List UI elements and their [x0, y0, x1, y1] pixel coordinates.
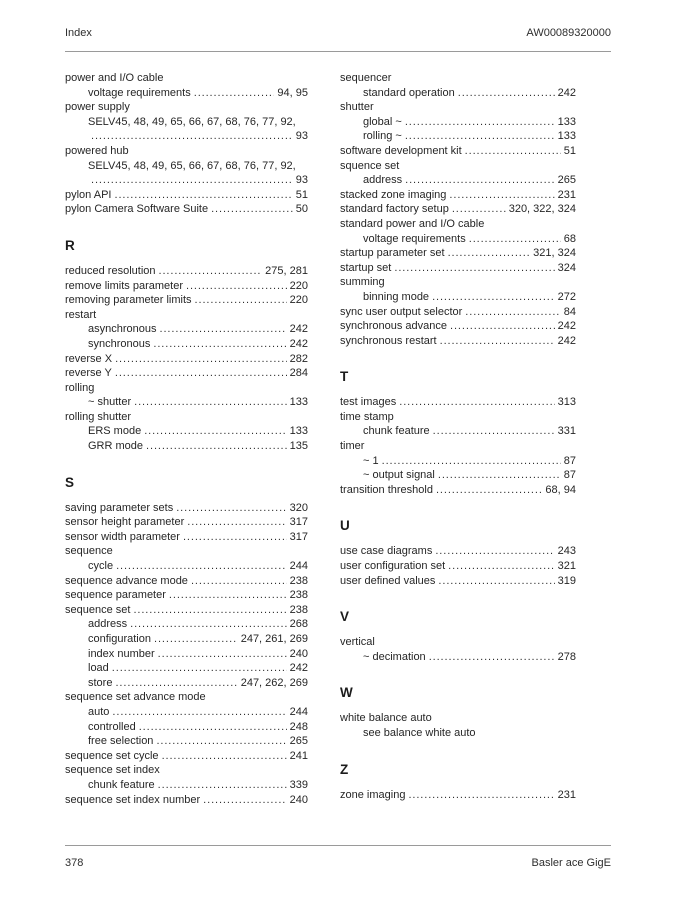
entry-text: sequencer	[340, 72, 392, 84]
page-number: 220	[289, 294, 308, 307]
index-entry	[65, 159, 308, 174]
index-entry	[340, 202, 576, 217]
entry-text: ~ decimation	[363, 650, 426, 663]
page-number: 87	[563, 454, 576, 467]
entry-text: sensor width parameter	[65, 530, 180, 543]
dot-leader	[448, 559, 554, 574]
entry-text: ~ shutter	[88, 396, 132, 409]
entry-text: sequence parameter	[65, 589, 166, 602]
index-entry	[340, 290, 576, 305]
index-entry	[65, 86, 308, 101]
page-number: 93	[295, 174, 308, 187]
dot-leader	[382, 454, 561, 469]
index-entry	[340, 319, 576, 334]
entry-text: synchronous restart	[340, 334, 437, 347]
entry-text: powered hub	[65, 144, 129, 157]
dot-leader	[211, 202, 293, 217]
section-heading: T	[340, 369, 349, 385]
dot-leader	[115, 366, 287, 381]
entry-text: reverse X	[65, 352, 113, 365]
index-entry	[65, 734, 308, 749]
page-number: 238	[289, 574, 308, 587]
entry-text: reverse Y	[65, 367, 112, 380]
page-number: 133	[289, 396, 308, 409]
index-entry	[65, 279, 308, 294]
index-entry	[65, 690, 308, 705]
entry-text: shutter	[340, 101, 374, 114]
dot-leader	[450, 319, 555, 334]
dot-leader	[176, 501, 286, 516]
entry-text: remove limits parameter	[65, 279, 183, 292]
index-entry	[65, 793, 308, 808]
index-entry	[65, 322, 308, 337]
entry-text: software development kit	[340, 144, 462, 157]
entry-text: sequence set index	[65, 764, 160, 777]
index-entry	[65, 173, 308, 188]
dot-leader	[91, 129, 293, 144]
page-number: 244	[289, 560, 308, 573]
dot-leader	[438, 574, 554, 589]
index-entry	[340, 173, 576, 188]
entry-text: rolling shutter	[65, 410, 132, 423]
index-entry	[340, 71, 576, 86]
entry-text: binning mode	[363, 290, 430, 303]
index-entry	[340, 86, 576, 101]
entry-text: startup parameter set	[340, 247, 445, 260]
section-heading: Z	[340, 761, 349, 777]
dot-leader	[469, 232, 561, 247]
index-entry	[340, 424, 576, 439]
index-entry	[340, 410, 576, 425]
entry-text: controlled	[88, 720, 136, 733]
page-number: 331	[557, 425, 576, 438]
page-number: 241	[289, 749, 308, 762]
dot-leader	[458, 86, 555, 101]
page-number: 87	[563, 469, 576, 482]
entry-text: ~ output signal	[363, 469, 435, 482]
index-entry	[65, 352, 308, 367]
index-entry	[65, 632, 308, 647]
index-entry	[65, 129, 308, 144]
page-number: 242	[289, 323, 308, 336]
dot-leader	[195, 293, 287, 308]
dot-leader	[160, 322, 287, 337]
index-entry	[340, 574, 576, 589]
entry-text: store	[88, 676, 113, 689]
dot-leader	[130, 617, 287, 632]
page-number: 240	[289, 793, 308, 806]
index-entry	[65, 778, 308, 793]
section-heading: S	[65, 474, 75, 490]
index-entry	[65, 544, 308, 559]
dot-leader	[153, 337, 286, 352]
index-entry	[340, 395, 576, 410]
page-number: 238	[289, 589, 308, 602]
index-entry	[340, 144, 576, 159]
entry-text: sequence set cycle	[65, 749, 159, 762]
page-number: 278	[557, 650, 576, 663]
entry-text: time stamp	[340, 410, 394, 423]
dot-leader	[159, 264, 263, 279]
index-entry	[65, 100, 308, 115]
dot-leader	[144, 424, 286, 439]
entry-text: rolling ~	[363, 130, 402, 143]
entry-text: synchronous advance	[340, 320, 448, 333]
dot-leader	[394, 261, 554, 276]
entry-text: pylon Camera Software Suite	[65, 203, 209, 216]
entry-text: sync user output selector	[340, 305, 463, 318]
dot-leader	[436, 483, 542, 498]
dot-leader	[169, 588, 287, 603]
index-column-right	[340, 71, 576, 807]
page-number: 247, 261, 269	[240, 633, 308, 645]
index-entry	[65, 588, 308, 603]
section-heading: W	[340, 685, 353, 701]
index-entry	[340, 275, 576, 290]
page-number: 231	[557, 188, 576, 201]
page-number: 94, 95	[277, 86, 308, 99]
page-number: 313	[557, 396, 576, 409]
dot-leader	[440, 334, 555, 349]
page-number: 265	[557, 174, 576, 187]
entry-text: address	[363, 174, 403, 187]
dot-leader	[452, 202, 506, 217]
header-rule	[65, 51, 611, 52]
index-entry	[340, 232, 576, 247]
index-entry	[340, 439, 576, 454]
entry-text: squence set	[340, 159, 400, 172]
entry-text: summing	[340, 276, 385, 289]
index-entry	[340, 454, 576, 469]
index-entry	[65, 410, 308, 425]
entry-text: ERS mode	[88, 425, 142, 438]
entry-text: asynchronous	[88, 323, 157, 336]
page-number: 320, 322, 324	[508, 203, 576, 216]
index-entry	[340, 468, 576, 483]
index-entry	[340, 159, 576, 174]
section-heading: U	[340, 518, 350, 534]
entry-text: restart	[65, 308, 97, 321]
dot-leader	[146, 439, 287, 454]
dot-leader	[116, 559, 287, 574]
entry-text: chunk feature	[363, 425, 430, 438]
page-number: 282	[289, 352, 308, 365]
dot-leader	[112, 661, 287, 676]
entry-text: removing parameter limits	[65, 294, 192, 307]
page-number: 321, 324	[533, 247, 576, 260]
entry-text: chunk feature	[88, 778, 155, 791]
entry-text: ~ 1	[363, 454, 379, 467]
page-number: 317	[289, 530, 308, 543]
page-number: 265	[289, 735, 308, 748]
index-entry	[65, 515, 308, 530]
entry-text: sequence set advance mode	[65, 691, 206, 704]
dot-leader	[133, 603, 286, 618]
dot-leader	[158, 778, 287, 793]
header-title: Index	[65, 27, 92, 39]
page-number: 339	[289, 778, 308, 791]
index-entry	[340, 100, 576, 115]
dot-leader	[194, 86, 275, 101]
entry-text: stacked zone imaging	[340, 188, 447, 201]
entry-text: saving parameter sets	[65, 501, 174, 514]
entry-text: standard power and I/O cable	[340, 217, 485, 230]
entry-text: index number	[88, 647, 155, 660]
entry-text: voltage requirements	[88, 86, 191, 99]
page-number: 321	[557, 560, 576, 573]
entry-text: GRR mode	[88, 440, 144, 453]
entry-text: sequence	[65, 545, 113, 558]
dot-leader	[186, 279, 287, 294]
dot-leader	[158, 647, 287, 662]
page-number: 133	[557, 115, 576, 128]
header-doc-number: AW00089320000	[526, 27, 611, 39]
entry-text: timer	[340, 440, 365, 453]
dot-leader	[203, 793, 286, 808]
entry-text: auto	[88, 705, 110, 718]
index-entry	[65, 264, 308, 279]
index-columns	[65, 71, 576, 807]
index-entry	[65, 188, 308, 203]
entry-text: global ~	[363, 115, 402, 128]
dot-leader	[438, 468, 561, 483]
index-entry	[65, 530, 308, 545]
page-number: 242	[557, 86, 576, 99]
entry-text: SELV45, 48, 49, 65, 66, 67, 68, 76, 77, 92,	[88, 115, 296, 128]
dot-leader	[134, 395, 287, 410]
page-number: 242	[289, 337, 308, 350]
entry-text: synchronous	[88, 337, 151, 350]
index-entry	[65, 763, 308, 778]
page-number: 247, 262, 269	[240, 676, 308, 689]
page-number: 240	[289, 647, 308, 660]
index-entry	[65, 308, 308, 323]
page-number: 133	[289, 425, 308, 438]
page-number: 68	[563, 232, 576, 245]
page-number: 135	[289, 440, 308, 453]
index-entry	[65, 559, 308, 574]
entry-text: voltage requirements	[363, 232, 466, 245]
page-number: 238	[289, 603, 308, 616]
section-heading: V	[340, 609, 350, 625]
index-entry	[65, 424, 308, 439]
entry-text: reduced resolution	[65, 264, 156, 277]
index-entry	[65, 439, 308, 454]
index-entry	[340, 129, 576, 144]
page-number: 275, 281	[265, 264, 308, 277]
dot-leader	[191, 574, 287, 589]
index-entry	[65, 661, 308, 676]
dot-leader	[433, 424, 555, 439]
entry-text: free selection	[88, 735, 154, 748]
index-entry	[65, 366, 308, 381]
entry-text: configuration	[88, 633, 151, 645]
page-number: 272	[557, 290, 576, 303]
index-entry	[65, 144, 308, 159]
index-entry	[65, 705, 308, 720]
page-number: 93	[295, 130, 308, 143]
dot-leader	[183, 530, 287, 545]
index-column-left	[65, 71, 308, 807]
entry-text: sequence set	[65, 603, 131, 616]
dot-leader	[112, 705, 286, 720]
index-entry	[65, 749, 308, 764]
page-number: 319	[557, 574, 576, 587]
dot-leader	[114, 188, 292, 203]
index-entry	[65, 293, 308, 308]
index-entry	[65, 647, 308, 662]
dot-leader	[408, 788, 554, 803]
index-entry	[340, 217, 576, 232]
index-entry	[65, 202, 308, 217]
entry-text: transition threshold	[340, 483, 433, 496]
section-heading: R	[65, 237, 75, 253]
entry-text: use case diagrams	[340, 545, 433, 558]
dot-leader	[448, 246, 531, 261]
entry-text: zone imaging	[340, 788, 406, 801]
dot-leader	[139, 720, 287, 735]
entry-text: power supply	[65, 101, 130, 114]
index-entry	[65, 115, 308, 130]
dot-leader	[405, 115, 555, 130]
entry-text: sequence set index number	[65, 793, 201, 806]
page-number: 243	[557, 545, 576, 558]
entry-text: cycle	[88, 560, 114, 573]
page-number: 242	[557, 320, 576, 333]
dot-leader	[405, 173, 555, 188]
page-number: 268	[289, 618, 308, 631]
entry-text: user defined values	[340, 574, 436, 587]
index-entry	[65, 720, 308, 735]
page-number: 248	[289, 720, 308, 733]
index-entry	[65, 395, 308, 410]
index-entry	[65, 603, 308, 618]
page-number: 133	[557, 130, 576, 143]
entry-text: address	[88, 618, 128, 631]
page-number: 50	[295, 203, 308, 216]
entry-text: test images	[340, 396, 397, 409]
index-entry	[65, 71, 308, 86]
page-number: 317	[289, 516, 308, 529]
dot-leader	[429, 650, 555, 665]
index-entry	[340, 726, 576, 741]
page-number: 244	[289, 705, 308, 718]
dot-leader	[405, 129, 555, 144]
entry-text: sensor height parameter	[65, 516, 185, 529]
dot-leader	[449, 188, 554, 203]
page-number: 320	[289, 501, 308, 514]
page-number: 51	[563, 144, 576, 157]
index-entry	[340, 483, 576, 498]
index-entry	[340, 559, 576, 574]
footer-doc-title: Basler ace GigE	[531, 857, 611, 869]
dot-leader	[432, 290, 555, 305]
entry-text: SELV45, 48, 49, 65, 66, 67, 68, 76, 77, 92,	[88, 159, 296, 172]
entry-text: standard factory setup	[340, 203, 449, 216]
dot-leader	[465, 144, 561, 159]
index-entry	[340, 544, 576, 559]
index-entry	[65, 337, 308, 352]
page-number: 242	[289, 662, 308, 675]
index-entry	[340, 188, 576, 203]
page-number: 84	[563, 305, 576, 318]
entry-text: vertical	[340, 636, 375, 649]
page-number: 284	[289, 367, 308, 380]
entry-text: load	[88, 662, 109, 675]
index-entry	[65, 617, 308, 632]
dot-leader	[154, 632, 238, 647]
page-number: 51	[295, 188, 308, 201]
entry-text: standard operation	[363, 86, 455, 99]
page-number: 231	[557, 788, 576, 801]
dot-leader	[115, 352, 287, 367]
entry-text: sequence advance mode	[65, 574, 188, 587]
dot-leader	[399, 395, 554, 410]
footer-page-number: 378	[65, 857, 84, 869]
page-number: 220	[289, 279, 308, 292]
entry-text: rolling	[65, 381, 95, 394]
page-footer	[65, 857, 611, 870]
dot-leader	[162, 749, 287, 764]
dot-leader	[115, 676, 237, 691]
dot-leader	[156, 734, 286, 749]
index-entry	[340, 635, 576, 650]
index-entry	[65, 574, 308, 589]
page-number: 242	[557, 334, 576, 347]
entry-text: power and I/O cable	[65, 72, 164, 84]
entry-text: startup set	[340, 261, 392, 274]
dot-leader	[435, 544, 554, 559]
index-entry	[340, 788, 576, 803]
entry-text: user configuration set	[340, 560, 446, 573]
dot-leader	[187, 515, 286, 530]
index-entry	[340, 711, 576, 726]
entry-text: pylon API	[65, 188, 112, 201]
dot-leader	[465, 305, 560, 320]
index-entry	[340, 650, 576, 665]
index-entry	[65, 676, 308, 691]
footer-rule	[65, 845, 611, 846]
index-entry	[340, 246, 576, 261]
index-entry	[340, 115, 576, 130]
index-entry	[340, 334, 576, 349]
index-entry	[340, 261, 576, 276]
page-number: 68, 94	[545, 483, 576, 496]
entry-text: see balance white auto	[363, 727, 476, 739]
index-entry	[65, 381, 308, 396]
entry-text: white balance auto	[340, 712, 432, 725]
dot-leader	[91, 173, 293, 188]
index-entry	[65, 501, 308, 516]
page-number: 324	[557, 261, 576, 274]
page-header	[65, 27, 611, 40]
index-entry	[340, 305, 576, 320]
